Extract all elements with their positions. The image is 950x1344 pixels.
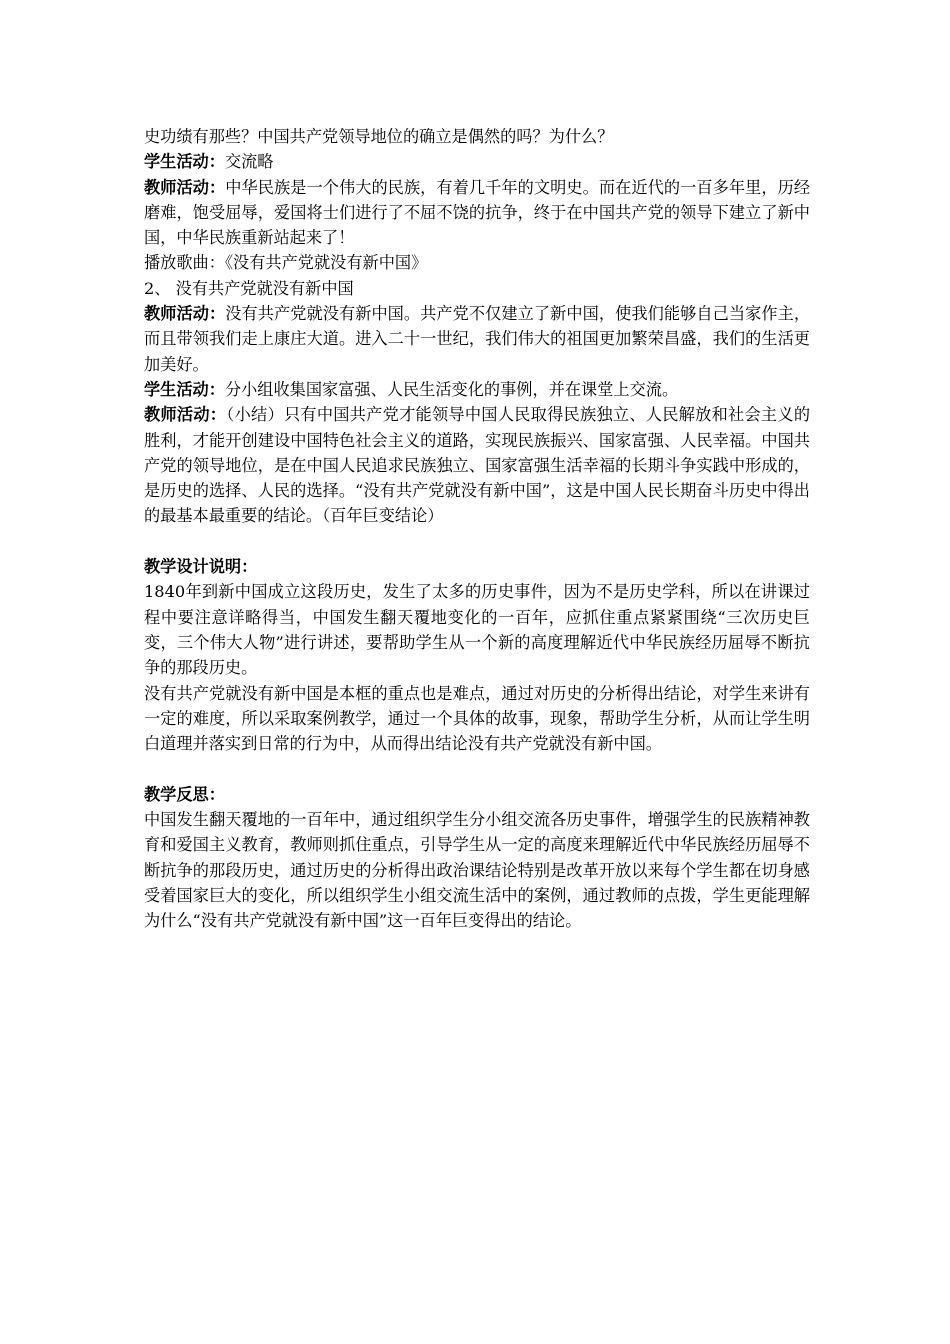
- teacher-activity-3-text: （小结）只有中国共产党才能领导中国人民取得民族独立、人民解放和社会主义的胜利，才能开创建设中国特色社会主义的道路，实现民族振兴、国家富强、人民幸福。中国共产党的领导地位，是在中国人民追求民族独立、国家富强生活幸福的长期斗争实践中形成的，是历史的选择、人民的选择。“没有共产党就没有新中国”，这是中国人民长期奋斗历史中得出的最基本最重要的结论。（百年巨变结论）: [144, 405, 811, 526]
- reflection-heading: 教学反思：: [144, 784, 225, 804]
- blank-line: [144, 529, 810, 554]
- teacher-activity-3: [144, 402, 810, 528]
- intro-line: 史功绩有那些？中国共产党领导地位的确立是偶然的吗？为什么？: [144, 127, 614, 146]
- student-activity-1: [144, 149, 810, 174]
- design-paragraph-2: 没有共产党就没有新中国是本框的重点也是难点，通过对历史的分析得出结论，对学生来讲有一定的难度，所以采取案例教学，通过一个具体的故事，现象，帮助学生分析，从而让学生明白道理并落实到日常的行为中，从而得出结论没有共产党就没有新中国。: [144, 683, 810, 754]
- teacher-activity-2-text: 没有共产党就没有新中国。共产党不仅建立了新中国，使我们能够自己当家作主，而且带领我们走上康庄大道。进入二十一世纪，我们伟大的祖国更加繁荣昌盛，我们的生活更加美好。: [144, 304, 811, 374]
- design-heading: 教学设计说明：: [144, 557, 258, 577]
- reflection-paragraph: 中国发生翻天覆地的一百年中，通过组织学生分小组交流各历史事件，增强学生的民族精神教育和爱国主义教育，教师则抓住重点，引导学生从一定的高度来理解近代中华民族经历屈辱不断抗争的那段历史，通过历史的分析得出政治课结论特别是改革开放以来每个学生都在切身感受着国家巨大的变化，所以组织学生小组交流生活中的案例，通过教师的点拨，学生更能理解为什么“没有共产党就没有新中国”这一百年巨变得出的结论。: [144, 810, 810, 931]
- document-page: [144, 124, 810, 934]
- blank-line: [144, 756, 810, 781]
- design-paragraph-1: 1840年到新中国成立这段历史，发生了太多的历史事件，因为不是历史学科，所以在讲课过程中要注意详略得当，中国发生翻天覆地变化的一百年，应抓住重点紧紧围绕“三次历史巨变，三个伟大人物”进行讲述，要帮助学生从一个新的高度理解近代中华民族经历屈辱不断抗争的那段历史。: [144, 582, 810, 678]
- teacher-activity-1: [144, 175, 810, 251]
- label-student-activity: 学生活动：: [144, 379, 225, 399]
- student-activity-2: [144, 377, 810, 402]
- student-activity-2-text: 分小组收集国家富强、人民生活变化的事例，并在课堂上交流。: [224, 379, 679, 399]
- play-song-line: 播放歌曲：《没有共产党就没有新中国》: [144, 253, 428, 273]
- label-teacher-activity: 教师活动：: [144, 177, 226, 197]
- section-2-heading: 2、 没有共产党就没有新中国: [144, 278, 354, 298]
- label-teacher-activity: 教师活动：: [144, 405, 227, 425]
- label-student-activity: 学生活动：: [144, 152, 225, 172]
- label-teacher-activity: 教师活动：: [144, 304, 226, 324]
- teacher-activity-2: [144, 301, 810, 377]
- teacher-activity-1-text: 中华民族是一个伟大的民族，有着几千年的文明史。而在近代的一百多年里，历经磨难，饱受屈辱，爱国将士们进行了不屈不饶的抗争，终于在中国共产党的领导下建立了新中国，中华民族重新站起来了！: [144, 177, 811, 248]
- student-activity-1-text: 交流略: [224, 152, 274, 172]
